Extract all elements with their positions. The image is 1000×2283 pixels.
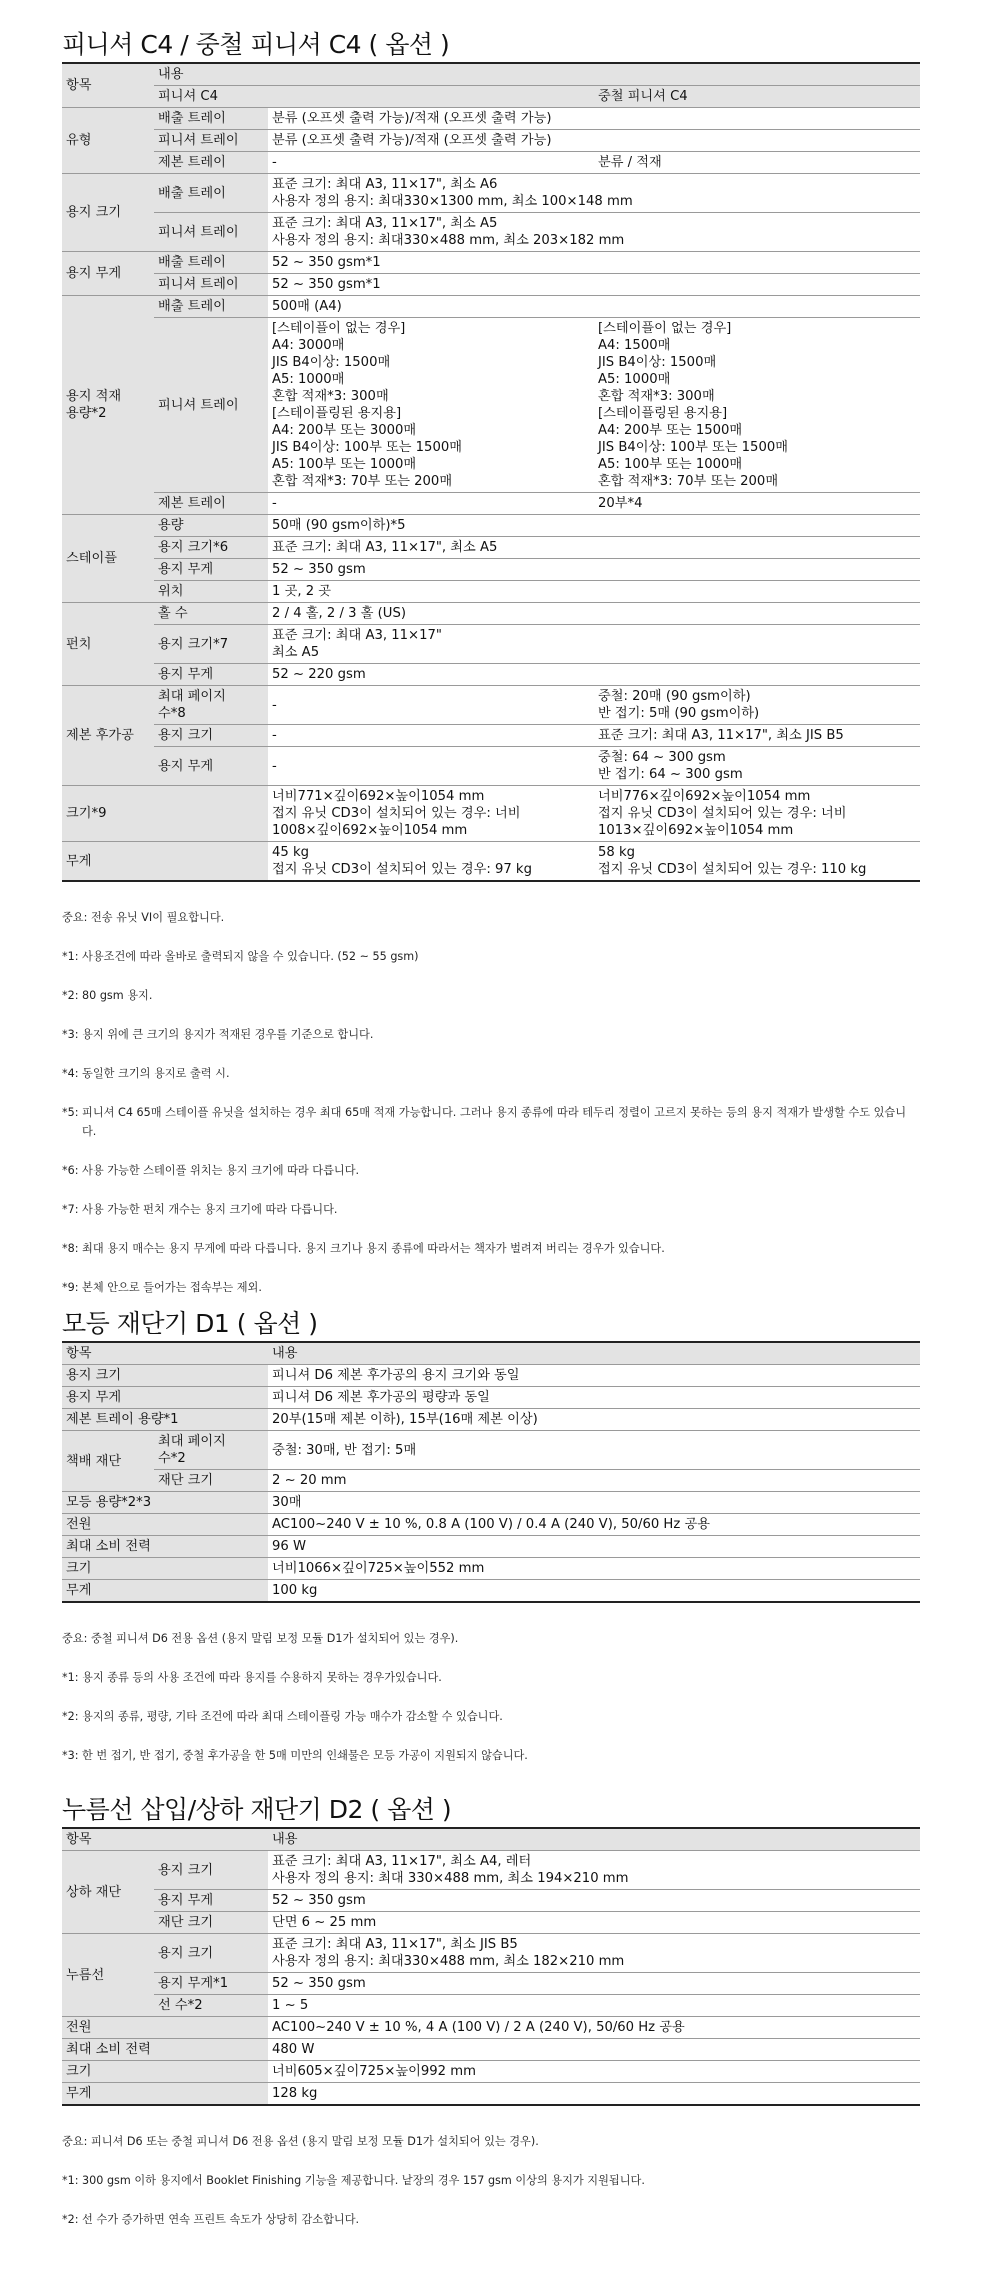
value-cell: 너비776×깊이692×높이1054 mm 접지 유닛 CD3이 설치되어 있는 경우: 너비 1013×깊이692×높이1054 mm	[594, 786, 920, 842]
crease-section	[62, 1793, 920, 2249]
row-label: 최대 소비 전력	[62, 1536, 268, 1558]
row-label: 용지 적재 용량*2	[62, 296, 154, 515]
value-cell: -	[268, 493, 594, 515]
trimmer-section	[62, 1307, 920, 1785]
row-label: 용지 크기	[62, 1365, 268, 1387]
sub-label: 피니셔 트레이	[154, 274, 268, 296]
sub-label: 재단 크기	[154, 1912, 268, 1934]
sub-label: 피니셔 트레이	[154, 213, 268, 252]
trimmer-spec-table	[62, 1341, 920, 1603]
sub-label: 배출 트레이	[154, 252, 268, 274]
sub-label: 용지 크기*7	[154, 625, 268, 664]
sub-label: 용지 크기	[154, 725, 268, 747]
footnote: *9: 본체 안으로 들어가는 접속부는 제외.	[62, 1281, 262, 1294]
value-cell: 단면 6 ~ 25 mm	[268, 1912, 920, 1934]
row-label: 용지 무게	[62, 1387, 268, 1409]
value-cell: 52 ~ 350 gsm*1	[268, 274, 920, 296]
footnote: 중요: 중철 피니셔 D6 전용 옵션 (용지 말림 보정 모듈 D1가 설치되어 있는 경우).	[62, 1631, 459, 1645]
value-cell: -	[268, 747, 594, 786]
finisher-spec-table	[62, 62, 920, 882]
row-label: 크기	[62, 2061, 268, 2083]
value-cell: 1 ~ 5	[268, 1995, 920, 2017]
sub-label: 용지 무게	[154, 559, 268, 581]
row-label: 제본 후가공	[62, 686, 154, 786]
footnote: *3: 용지 위에 큰 크기의 용지가 적재된 경우를 기준으로 합니다.	[62, 1027, 374, 1041]
section-title: 누름선 삽입/상하 재단기 D2 ( 옵션 )	[62, 1795, 452, 1824]
footnote: *5: 피니셔 C4 65매 스테이플 유닛을 설치하는 경우 최대 65매 적재 가능합니다. 그러나 용지 종류에 따라 테두리 정렬이 고르지 못하는 등의 용지 적재가 발생할 수도 있습니다.	[62, 1105, 907, 1138]
footnote: 중요: 전송 유닛 VI이 필요합니다.	[62, 910, 225, 924]
footnote: *6: 사용 가능한 스테이플 위치는 용지 크기에 따라 다릅니다.	[62, 1164, 360, 1177]
value-cell: 분류 (오프셋 출력 가능)/적재 (오프셋 출력 가능)	[268, 108, 920, 130]
sub-label: 용지 크기	[154, 1934, 268, 1973]
value-cell: 100 kg	[268, 1580, 920, 1603]
value-cell: 500매 (A4)	[268, 296, 920, 318]
crease-spec-table	[62, 1827, 920, 2106]
sub-label: 위치	[154, 581, 268, 603]
value-cell: 96 W	[268, 1536, 920, 1558]
header-col2: 중철 피니셔 C4	[594, 86, 920, 108]
footnotes	[62, 888, 920, 1317]
sub-label: 배출 트레이	[154, 108, 268, 130]
sub-label: 피니셔 트레이	[154, 130, 268, 152]
value-cell: 분류 (오프셋 출력 가능)/적재 (오프셋 출력 가능)	[268, 130, 920, 152]
sub-label: 용지 크기	[154, 1851, 268, 1890]
footnotes	[62, 1609, 920, 1785]
header-content: 내용	[154, 63, 920, 86]
value-cell: 분류 / 적재	[594, 152, 920, 174]
value-cell: 50매 (90 gsm이하)*5	[268, 515, 920, 537]
value-cell: [스테이플이 없는 경우] A4: 3000매 JIS B4이상: 1500매 A5: 1000매 혼합 적재*3: 300매 [스테이플링된 용지용] A4: 200부 또는 3000매 JIS B4이상: 100부 또는 1500매 A5: 100부 또는 1000매 혼합 적재*3: 70부 또는 200매	[268, 318, 594, 493]
row-label: 모등 용량*2*3	[62, 1492, 268, 1514]
footnote: *1: 용지 종류 등의 사용 조건에 따라 용지를 수용하지 못하는 경우가있습니다.	[62, 1670, 442, 1684]
footnote: *1: 사용조건에 따라 올바로 출력되지 않을 수 있습니다. (52 ~ 55 gsm)	[62, 949, 419, 963]
value-cell: 52 ~ 350 gsm*1	[268, 252, 920, 274]
sub-label: 선 수*2	[154, 1995, 268, 2017]
value-cell: 피니셔 D6 제본 후가공의 용지 크기와 동일	[268, 1365, 920, 1387]
header-item: 항목	[62, 1342, 268, 1365]
footnote: *2: 용지의 종류, 평량, 기타 조건에 따라 최대 스테이플링 가능 매수가 감소할 수 있습니다.	[62, 1709, 503, 1723]
sub-label: 용지 무게	[154, 1890, 268, 1912]
row-label: 상하 재단	[62, 1851, 154, 1934]
row-label: 크기	[62, 1558, 268, 1580]
value-cell: 52 ~ 220 gsm	[268, 664, 920, 686]
footnote: 중요: 피니셔 D6 또는 중철 피니셔 D6 전용 옵션 (용지 말림 보정 모듈 D1가 설치되어 있는 경우).	[62, 2134, 539, 2148]
row-label: 스테이플	[62, 515, 154, 603]
header-content: 내용	[268, 1342, 920, 1365]
value-cell: 표준 크기: 최대 A3, 11×17", 최소 JIS B5	[594, 725, 920, 747]
header-item: 항목	[62, 1828, 268, 1851]
value-cell: 표준 크기: 최대 A3, 11×17", 최소 JIS B5 사용자 정의 용지: 최대330×488 mm, 최소 182×210 mm	[268, 1934, 920, 1973]
header-content: 내용	[268, 1828, 920, 1851]
value-cell: 45 kg 접지 유닛 CD3이 설치되어 있는 경우: 97 kg	[268, 842, 594, 882]
value-cell: -	[268, 686, 594, 725]
value-cell: 중철: 20매 (90 gsm이하) 반 접기: 5매 (90 gsm이하)	[594, 686, 920, 725]
row-label: 펀치	[62, 603, 154, 686]
sub-label: 피니셔 트레이	[154, 318, 268, 493]
sub-label: 제본 트레이	[154, 493, 268, 515]
value-cell: 1 곳, 2 곳	[268, 581, 920, 603]
row-label: 크기*9	[62, 786, 268, 842]
row-label: 용지 크기	[62, 174, 154, 252]
footnotes	[62, 2112, 920, 2249]
row-label: 용지 무게	[62, 252, 154, 296]
value-cell: 중철: 30매, 반 접기: 5매	[268, 1431, 920, 1470]
sub-label: 최대 페이지 수*8	[154, 686, 268, 725]
sub-label: 용지 크기*6	[154, 537, 268, 559]
row-label: 무게	[62, 2083, 268, 2106]
row-label: 유형	[62, 108, 154, 174]
value-cell: [스테이플이 없는 경우] A4: 1500매 JIS B4이상: 1500매 A5: 1000매 혼합 적재*3: 300매 [스테이플링된 용지용] A4: 200부 또는 1500매 JIS B4이상: 100부 또는 1500매 A5: 100부 또는 1000매 혼합 적재*3: 70부 또는 200매	[594, 318, 920, 493]
row-label: 최대 소비 전력	[62, 2039, 268, 2061]
value-cell: 표준 크기: 최대 A3, 11×17" 최소 A5	[268, 625, 920, 664]
row-label: 무게	[62, 842, 268, 882]
value-cell: AC100~240 V ± 10 %, 4 A (100 V) / 2 A (240 V), 50/60 Hz 공용	[268, 2017, 920, 2039]
row-label: 누름선	[62, 1934, 154, 2017]
row-label: 전원	[62, 1514, 268, 1536]
value-cell: 표준 크기: 최대 A3, 11×17", 최소 A5	[268, 537, 920, 559]
value-cell: 58 kg 접지 유닛 CD3이 설치되어 있는 경우: 110 kg	[594, 842, 920, 882]
sub-label: 홀 수	[154, 603, 268, 625]
footnote: *4: 동일한 크기의 용지로 출력 시.	[62, 1066, 230, 1080]
footnote: *8: 최대 용지 매수는 용지 무게에 따라 다릅니다. 용지 크기나 용지 종류에 따라서는 책자가 벌려져 버리는 경우가 있습니다.	[62, 1242, 665, 1255]
value-cell: -	[268, 152, 594, 174]
value-cell: 128 kg	[268, 2083, 920, 2106]
footnote: *7: 사용 가능한 펀치 개수는 용지 크기에 따라 다릅니다.	[62, 1203, 338, 1216]
sub-label: 재단 크기	[154, 1470, 268, 1492]
sub-label: 용지 무게	[154, 747, 268, 786]
footnote: *2: 선 수가 증가하면 연속 프린트 속도가 상당히 감소합니다.	[62, 2212, 360, 2226]
sub-label: 용량	[154, 515, 268, 537]
value-cell: 피니셔 D6 제본 후가공의 평량과 동일	[268, 1387, 920, 1409]
row-label: 제본 트레이 용량*1	[62, 1409, 268, 1431]
value-cell: 2 ~ 20 mm	[268, 1470, 920, 1492]
sub-label: 최대 페이지 수*2	[154, 1431, 268, 1470]
sub-label: 용지 무게	[154, 664, 268, 686]
value-cell: 52 ~ 350 gsm	[268, 1890, 920, 1912]
value-cell: 너비1066×깊이725×높이552 mm	[268, 1558, 920, 1580]
footnote: *3: 한 번 접기, 반 접기, 중철 후가공을 한 5매 미만의 인쇄물은 모등 가공이 지원되지 않습니다.	[62, 1748, 528, 1762]
value-cell: 30매	[268, 1492, 920, 1514]
row-label: 무게	[62, 1580, 268, 1603]
value-cell: AC100~240 V ± 10 %, 0.8 A (100 V) / 0.4 A (240 V), 50/60 Hz 공용	[268, 1514, 920, 1536]
finisher-section	[62, 28, 920, 1317]
header-item: 항목	[62, 63, 154, 108]
value-cell: 너비771×깊이692×높이1054 mm 접지 유닛 CD3이 설치되어 있는 경우: 너비 1008×깊이692×높이1054 mm	[268, 786, 594, 842]
sub-label: 제본 트레이	[154, 152, 268, 174]
value-cell: 480 W	[268, 2039, 920, 2061]
value-cell: 표준 크기: 최대 A3, 11×17", 최소 A5 사용자 정의 용지: 최대330×488 mm, 최소 203×182 mm	[268, 213, 920, 252]
footnote: *1: 300 gsm 이하 용지에서 Booklet Finishing 기능을 제공합니다. 낱장의 경우 157 gsm 이상의 용지가 지원됩니다.	[62, 2173, 645, 2187]
section-title: 모등 재단기 D1 ( 옵션 )	[62, 1309, 318, 1338]
value-cell: -	[268, 725, 594, 747]
row-label: 전원	[62, 2017, 268, 2039]
header-col1: 피니셔 C4	[154, 86, 594, 108]
value-cell: 2 / 4 홀, 2 / 3 홀 (US)	[268, 603, 920, 625]
value-cell: 표준 크기: 최대 A3, 11×17", 최소 A4, 레터 사용자 정의 용지: 최대 330×488 mm, 최소 194×210 mm	[268, 1851, 920, 1890]
sub-label: 용지 무게*1	[154, 1973, 268, 1995]
value-cell: 표준 크기: 최대 A3, 11×17", 최소 A6 사용자 정의 용지: 최대330×1300 mm, 최소 100×148 mm	[268, 174, 920, 213]
row-label: 책배 재단	[62, 1431, 154, 1492]
value-cell: 52 ~ 350 gsm	[268, 559, 920, 581]
sub-label: 배출 트레이	[154, 296, 268, 318]
footnote: *2: 80 gsm 용지.	[62, 988, 153, 1002]
value-cell: 52 ~ 350 gsm	[268, 1973, 920, 1995]
value-cell: 20부(15매 제본 이하), 15부(16매 제본 이상)	[268, 1409, 920, 1431]
value-cell: 너비605×깊이725×높이992 mm	[268, 2061, 920, 2083]
value-cell: 20부*4	[594, 493, 920, 515]
sub-label: 배출 트레이	[154, 174, 268, 213]
section-title: 피니셔 C4 / 중철 피니셔 C4 ( 옵션 )	[62, 30, 450, 59]
value-cell: 중철: 64 ~ 300 gsm 반 접기: 64 ~ 300 gsm	[594, 747, 920, 786]
